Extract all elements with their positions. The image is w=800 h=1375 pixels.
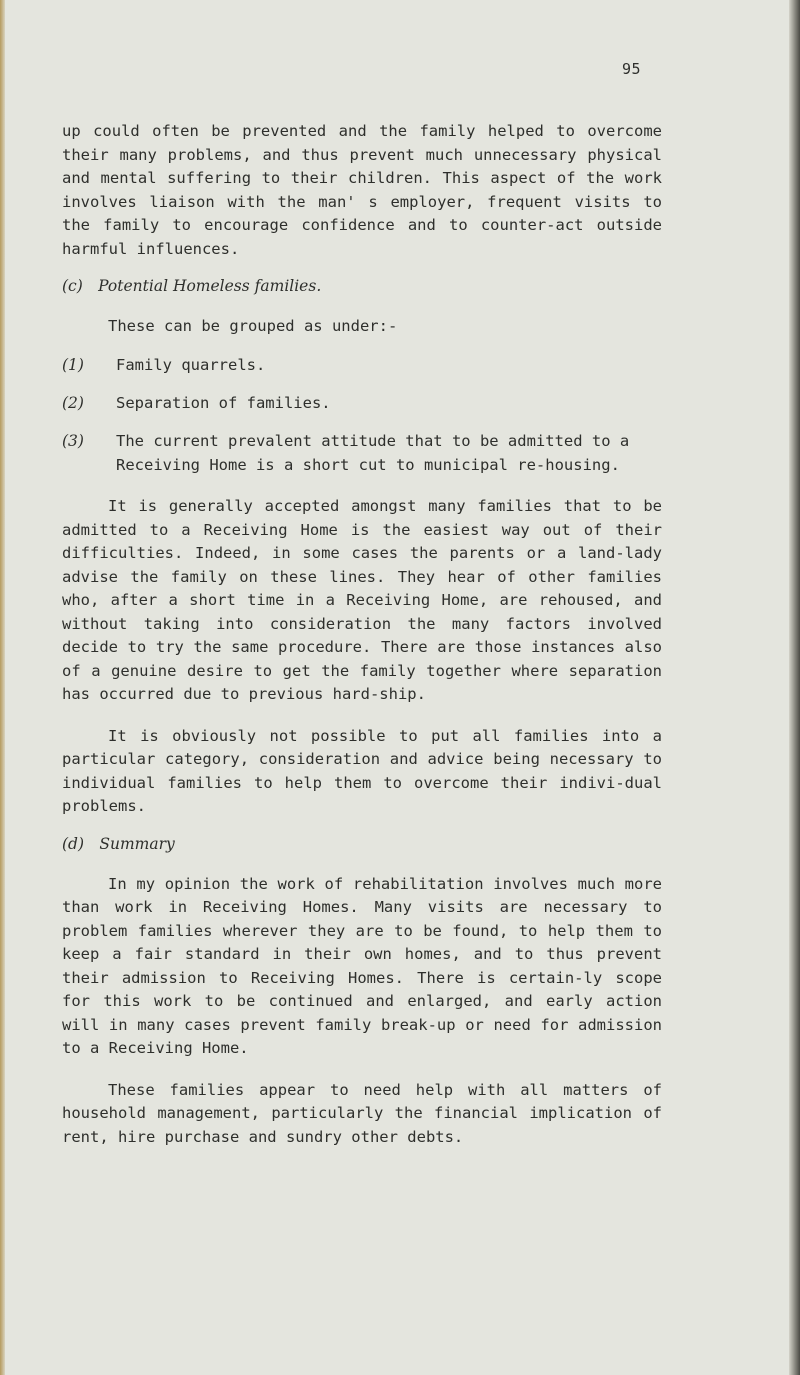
section-c-heading	[62, 275, 662, 297]
list-item-text: The current prevalent attitude that to be admitted to a Receiving Home is a short cut to municipal re-housing.	[116, 432, 630, 474]
section-c-title: Potential Homeless families.	[98, 277, 322, 295]
page-edge-left	[0, 0, 5, 1375]
page-edge-right	[789, 0, 800, 1375]
section-c-intro: These can be grouped as under:-	[108, 317, 398, 335]
list-item	[62, 353, 662, 377]
document-body	[62, 120, 662, 1159]
list-item-text: Separation of families.	[116, 394, 331, 412]
list-item-text: Family quarrels.	[116, 356, 266, 374]
list-item	[62, 391, 662, 415]
section-d-label: (d)	[62, 834, 85, 853]
list-item-label: (3)	[62, 432, 84, 450]
list-item-label: (1)	[62, 356, 84, 374]
section-d-heading	[62, 833, 662, 855]
paragraph-continuation: up could often be prevented and the family helped to overcome their many problems, and thus prevent much unnecessary physical and mental suffering to their children. This aspect of the work involves liaison with the man' s employer, frequent visits to the family to encourage confidence and to counter-act outside harmful influences.	[62, 122, 662, 258]
list-item	[62, 429, 662, 477]
section-c-label: (c)	[62, 277, 83, 295]
section-d-paragraph: In my opinion the work of rehabilitation involves much more than work in Receiving Homes. Many visits are necessary to problem families wherever they are to be found, to help them to keep a fair standard in their own homes, and to thus prevent their admission to Receiving Homes. There is certain-ly scope for this work to be continued and enlarged, and early action will in many cases prevent family break-up or need for admission to a Receiving Home.	[62, 874, 662, 1057]
list-item-label: (2)	[62, 394, 84, 412]
section-d-title: Summary	[99, 834, 175, 853]
section-c-paragraph: It is obviously not possible to put all families into a particular category, consideration and advice being necessary to individual families to help them to overcome their indivi-dual problems.	[62, 726, 662, 815]
section-c-paragraph: It is generally accepted amongst many families that to be admitted to a Receiving Home is the easiest way out of their difficulties. Indeed, in some cases the parents or a land-lady advise the family on these lines. They hear of other families who, after a short time in a Receiving Home, are rehoused, and without taking into consideration the many factors involved decide to try the same procedure. There are those instances also of a genuine desire to get the family together where separation has occurred due to previous hard-ship.	[62, 497, 662, 703]
page-number: 95	[622, 60, 642, 78]
section-d-paragraph: These families appear to need help with all matters of household management, particularly the financial implication of rent, hire purchase and sundry other debts.	[62, 1080, 662, 1146]
